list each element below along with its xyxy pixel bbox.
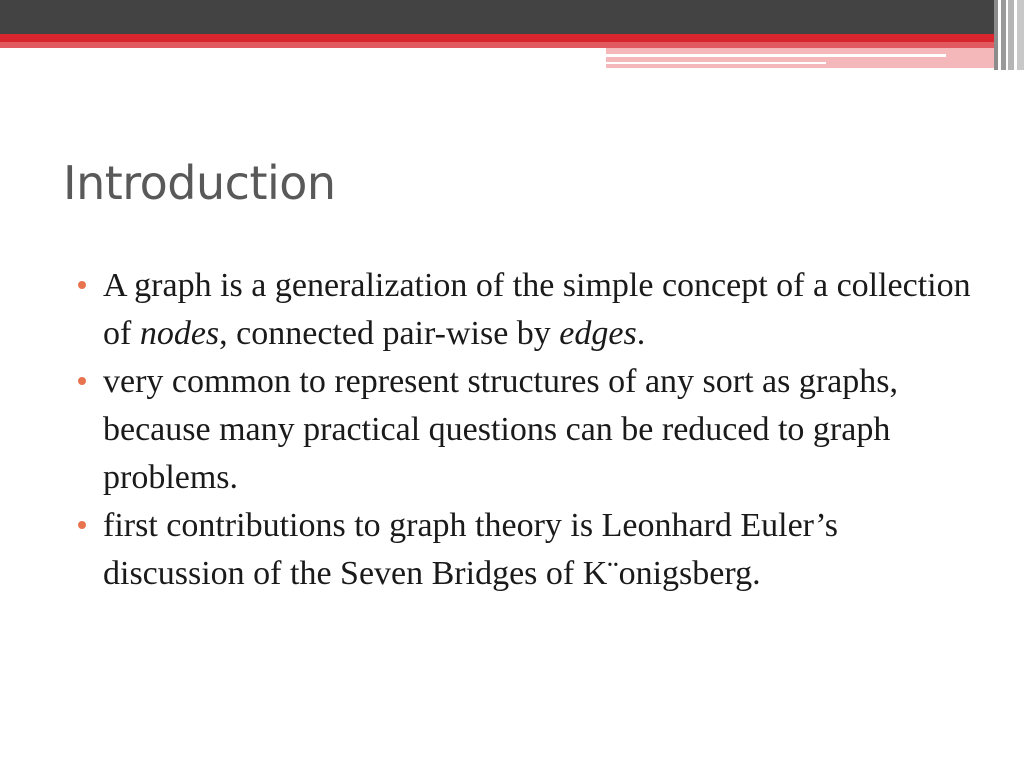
bullet-text: A graph is a generalization of the simple concept of a collection of (103, 267, 971, 352)
bullet-text: . (636, 315, 646, 352)
bullet-marker-icon (78, 521, 86, 529)
header-accent-line (606, 62, 826, 64)
bullet-text: very common to represent structures of any sort as graphs, because many practical questions can be reduced to graph problems. (103, 363, 898, 496)
bullet-list (78, 262, 978, 598)
header-red-bar (0, 34, 1024, 42)
bullet-text: first contributions to graph theory is Leonhard Euler’s discussion of the Seven Bridges of K¨onigsberg. (103, 507, 838, 592)
bullet-emphasis: nodes (139, 315, 220, 352)
header-accent-bar (606, 48, 1024, 68)
bullet-item (78, 358, 978, 502)
header-dark-bar (0, 0, 1024, 34)
bullet-marker-icon (78, 377, 86, 385)
header-accent-line (606, 54, 946, 57)
bullet-emphasis: edges (559, 315, 637, 352)
header-stripes (994, 0, 1024, 70)
bullet-item (78, 502, 978, 598)
bullet-item (78, 262, 978, 358)
slide-title: Introduction (63, 156, 336, 210)
bullet-text: , connected pair-wise by (219, 315, 560, 352)
bullet-marker-icon (78, 281, 86, 289)
